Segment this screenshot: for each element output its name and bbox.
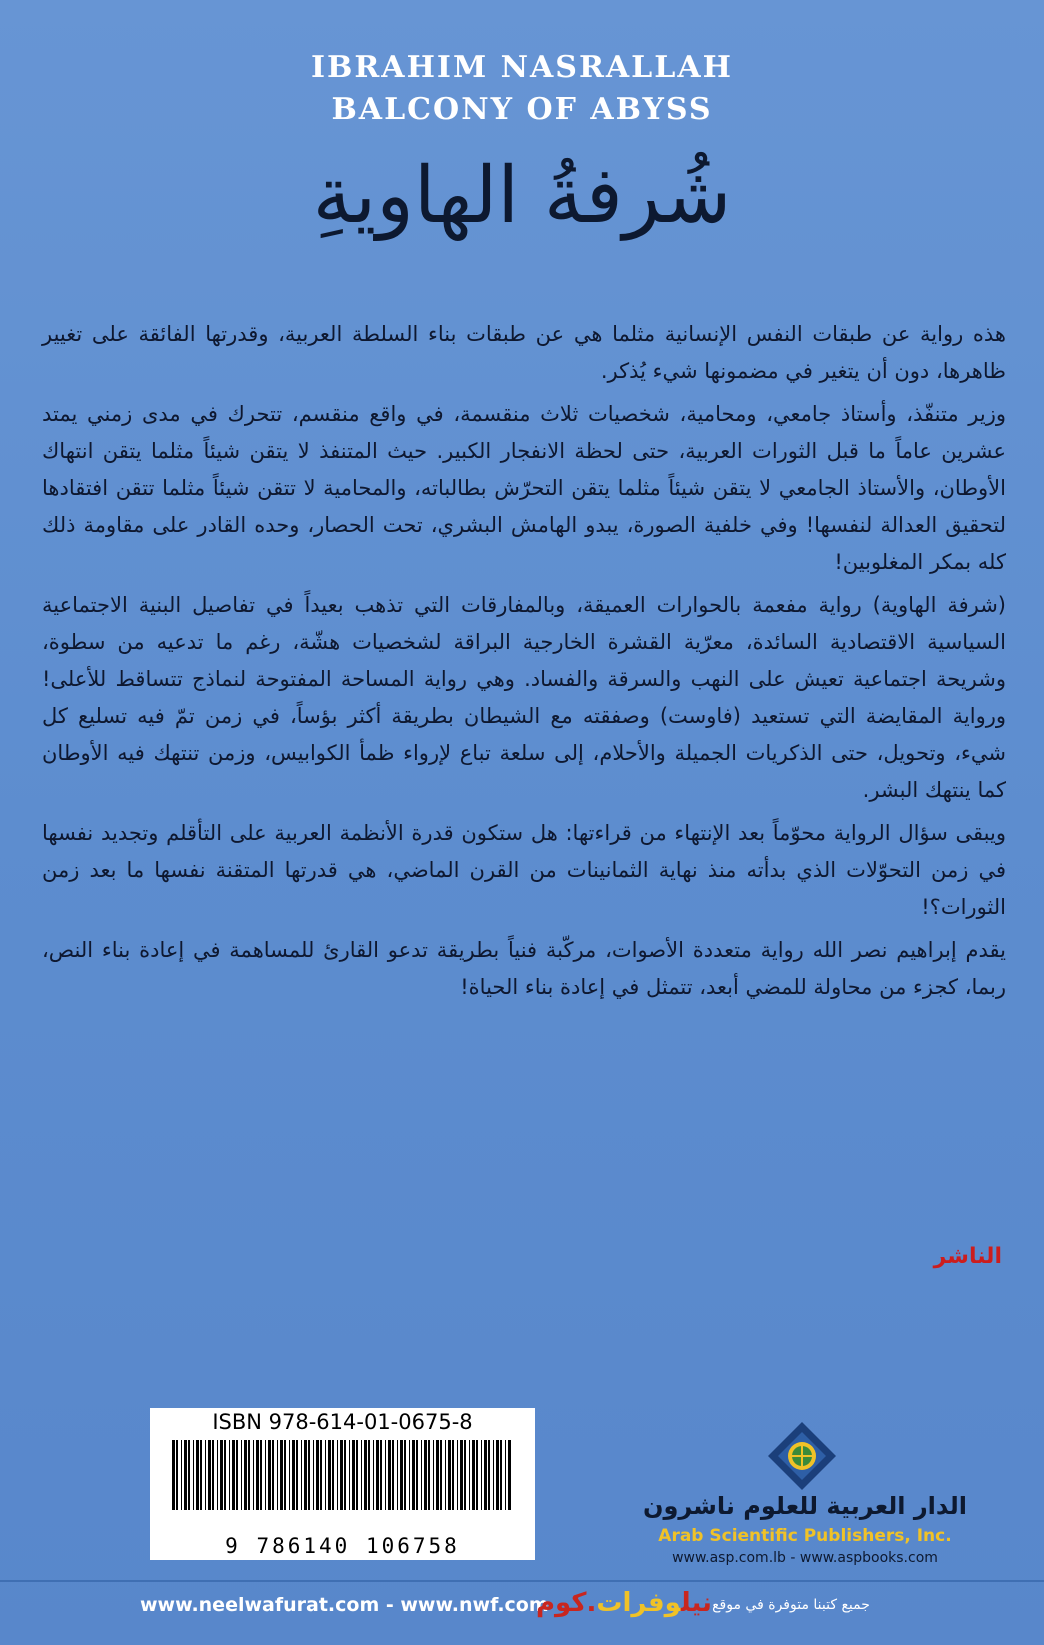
isbn-barcode-box — [150, 1408, 535, 1560]
diamond-globe-icon — [766, 1420, 838, 1492]
barcode-icon — [170, 1440, 515, 1532]
footer-divider — [0, 1580, 1044, 1582]
author-name: IBRAHIM NASRALLAH — [310, 50, 733, 85]
availability-note: جميع كتبنا متوفرة في موقع — [712, 1597, 870, 1613]
brand-part: وفرات — [596, 1588, 681, 1618]
footer-websites: www.neelwafurat.com - www.nwf.com — [140, 1594, 549, 1616]
blurb-paragraph: (شرفة الهاوية) رواية مفعمة بالحوارات العميقة، وبالمفارقات التي تذهب بعيداً في تفاصيل البنية الاجتماعية السياسية الاقتصادية السائدة، معرّية القشرة الخارجية البراقة لشخصيات هشّة، رغم ما تدعيه من سطوة، وشريحة اجتماعية تعيش على النهب والسرقة والفساد. وهي رواية المساحة المفتوحة لنماذج تتساقط للأعلى! ورواية المقايضة التي تستعيد (فاوست) وصفقته مع الشيطان بطريقة أكثر بؤساً، في زمن تمّ فيه تسليع كل شيء، وتحويل، حتى الذكريات الجميلة والأحلام، إلى سلعة تباع لإرواء ظمأ الكوابيس، وزمن تنتهك فيه الأوطان كما ينتهك البشر. — [42, 593, 1006, 802]
title-arabic: شُرفةُ الهاويةِ — [312, 151, 732, 241]
brand-part: .كوم — [536, 1588, 597, 1618]
publisher-name-english: Arab Scientific Publishers, Inc. — [658, 1526, 952, 1546]
blurb-text — [42, 316, 1006, 1012]
isbn-number: ISBN 978-614-01-0675-8 — [212, 1410, 473, 1434]
blurb-paragraph: ويبقى سؤال الرواية محوّماً بعد الإنتهاء من قراءتها: هل ستكون قدرة الأنظمة العربية على التأقلم وتجديد نفسها في زمن التحوّلات الذي بدأته منذ نهاية الثمانينات من القرن الماضي، هي قدرتها المتقنة نفسها ما بعد زمن الثورات؟! — [42, 821, 1006, 919]
blurb-paragraph: يقدم إبراهيم نصر الله رواية متعددة الأصوات، مركّبة فنياً بطريقة تدعو القارئ للمساهمة في إعادة بناء النص، ربما، كجزء من محاولة للمضي أبعد، تتمثل في إعادة بناء الحياة! — [42, 938, 1006, 999]
barcode-digits: 9 786140 106758 — [225, 1534, 460, 1558]
blurb-paragraph: هذه رواية عن طبقات النفس الإنسانية مثلما هي عن طبقات بناء السلطة العربية، وقدرتها الفائقة على تغيير ظاهرها، دون أن يتغير في مضمونها شيء يُذكر. — [42, 322, 1006, 383]
brand-part: نيل — [680, 1588, 712, 1618]
blurb-paragraph: وزير متنفّذ، وأستاذ جامعي، ومحامية، شخصيات ثلاث منقسمة، في واقع منقسم، تتحرك في مدى زمني يمتد عشرين عاماً ما قبل الثورات العربية، حتى لحظة الانفجار الكبير. حيث المتنفذ لا يتقن شيئاً مثلما يتقن انتهاك الأوطان، والأستاذ الجامعي لا يتقن شيئاً مثلما يتقن التحرّش بطالباته، والمحامية لا تتقن شيئاً مثلما تتقن افتقادها لتحقيق العدالة لنفسها! وفي خلفية الصورة، يبدو الهامش البشري، تحت الحصار، وحده القادر على مقاومة ذلك كله بمكر المغلوبين! — [42, 402, 1006, 574]
publisher-websites: www.asp.com.lb - www.aspbooks.com — [672, 1550, 938, 1566]
publisher-signature: الناشر — [933, 1244, 1002, 1269]
title-english: BALCONY OF ABYSS — [331, 92, 713, 127]
publisher-name-arabic: الدار العربية للعلوم ناشرون — [642, 1492, 968, 1520]
